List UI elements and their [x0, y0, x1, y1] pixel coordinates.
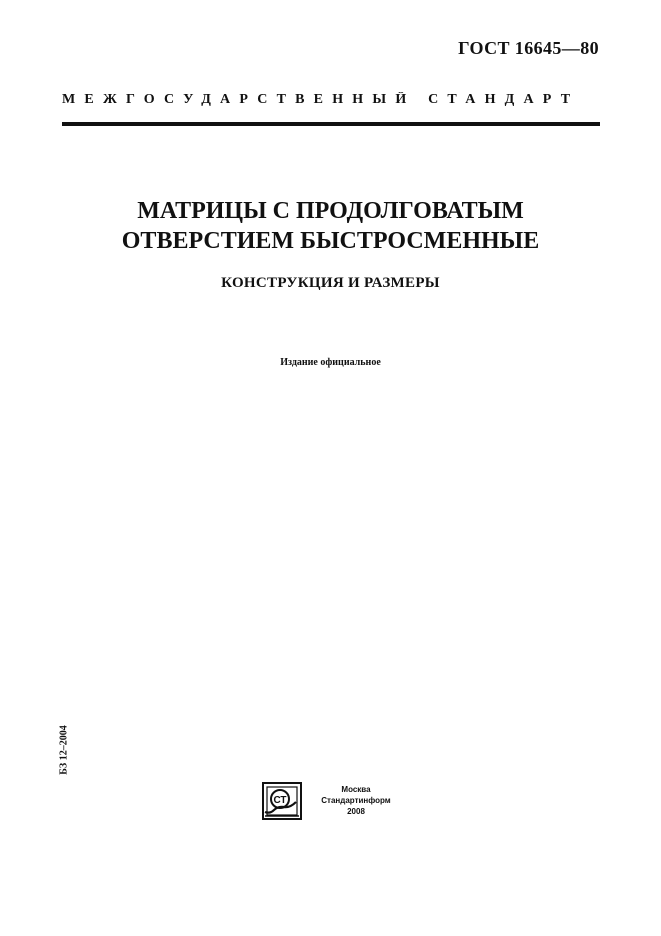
title-line-2: ОТВЕРСТИЕМ БЫСТРОСМЕННЫЕ: [121, 228, 540, 254]
header-rule: [62, 122, 600, 126]
publisher-year: 2008: [347, 807, 365, 816]
publisher-city: Москва: [341, 785, 371, 794]
publisher-name: Стандартинформ: [321, 796, 391, 805]
document-subtitle: КОНСТРУКЦИЯ И РАЗМЕРЫ: [221, 275, 440, 291]
side-code-text: БЗ 12–2004: [58, 725, 70, 775]
document-number: ГОСТ 16645—80: [458, 38, 599, 58]
title-line-1: МАТРИЦЫ С ПРОДОЛГОВАТЫМ: [137, 198, 524, 224]
standard-type-heading: МЕЖГОСУДАРСТВЕННЫЙ СТАНДАРТ: [62, 92, 580, 107]
publisher-block: [308, 784, 404, 817]
side-code: [57, 718, 71, 782]
edition-note: Издание официальное: [280, 357, 381, 368]
standartinform-logo-icon: [262, 782, 302, 820]
document-title: [0, 196, 661, 256]
logo-text: СТ: [273, 795, 287, 806]
logo-graphic: [262, 782, 302, 820]
